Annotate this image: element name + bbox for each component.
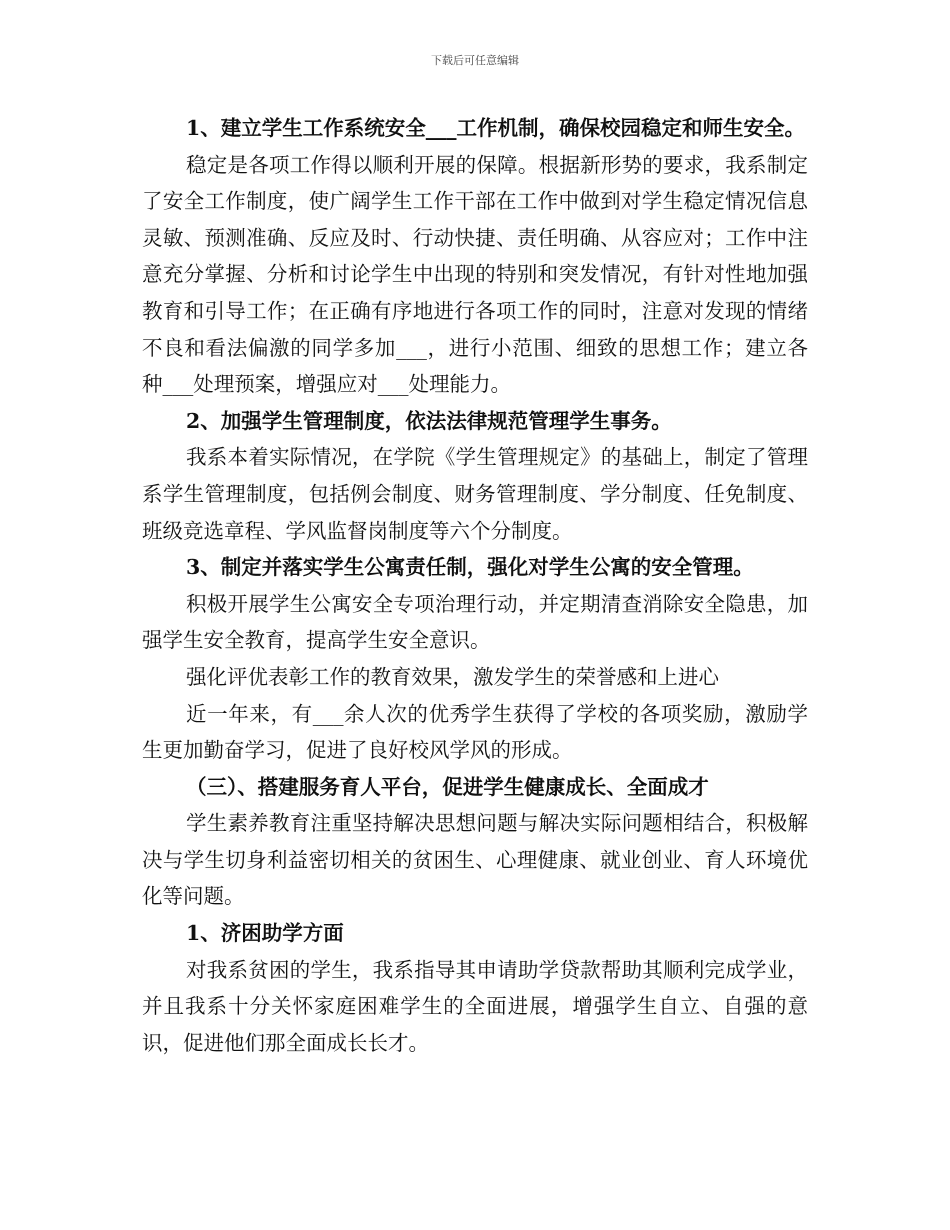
heading-financial-aid: 1、济困助学方面 [186,921,344,946]
heading-security-mechanism: 1、建立学生工作系统安全___工作机制，确保校园稳定和师生安全。 [186,116,806,140]
document-body [142,110,808,1061]
heading-service-platform: （三）、搭建服务育人平台，促进学生健康成长、全面成才 [186,774,709,799]
paragraph-awards-results: 近一年来，有___余人次的优秀学生获得了学校的各项奖励，激励学生更加勤奋学习，促进了良好校风学风的形成。 [142,701,808,763]
heading-dormitory-responsibility: 3、制定并落实学生公寓责任制，强化对学生公寓的安全管理。 [186,555,754,580]
page-header: 下载后可任意编辑 [431,54,519,67]
paragraph-management-rules: 我系本着实际情况，在学院《学生管理规定》的基础上，制定了管理系学生管理制度，包括例会制度、财务管理制度、学分制度、任免制度、班级竞选章程、学风监督岗制度等六个分制度。 [142,445,808,543]
paragraph-awards-effect: 强化评优表彰工作的教育效果，激发学生的荣誉感和上进心 [186,664,719,689]
heading-management-system: 2、加强学生管理制度，依法法律规范管理学生事务。 [186,408,672,433]
paragraph-dormitory-safety: 积极开展学生公寓安全专项治理行动，并定期清查消除安全隐患，加强学生安全教育，提高学生安全意识。 [142,591,808,653]
paragraph-financial-aid: 对我系贫困的学生，我系指导其申请助学贷款帮助其顺利完成学业，并且我系十分关怀家庭困难学生的全面进展，增强学生自立、自强的意识，促进他们那全面成长长才。 [142,957,808,1055]
paragraph-quality-education: 学生素养教育注重坚持解决思想问题与解决实际问题相结合，积极解决与学生切身利益密切相关的贫困生、心理健康、就业创业、育人环境优化等问题。 [142,811,808,909]
paragraph-stability: 稳定是各项工作得以顺利开展的保障。根据新形势的要求，我系制定了安全工作制度，使广阔学生工作干部在工作中做到对学生稳定情况信息灵敏、预测准确、反应及时、行动快捷、责任明确、从容应对；工作中注意充分掌握、分析和讨论学生中出现的特别和突发情况，有针对性地加强教育和引导工作；在正确有序地进行各项工作的同时，注意对发现的情绪不良和看法偏激的同学多加___，进行小范围、细致的思想工作；建立各种___处理预案，增强应对___处理能力。 [142,152,808,397]
